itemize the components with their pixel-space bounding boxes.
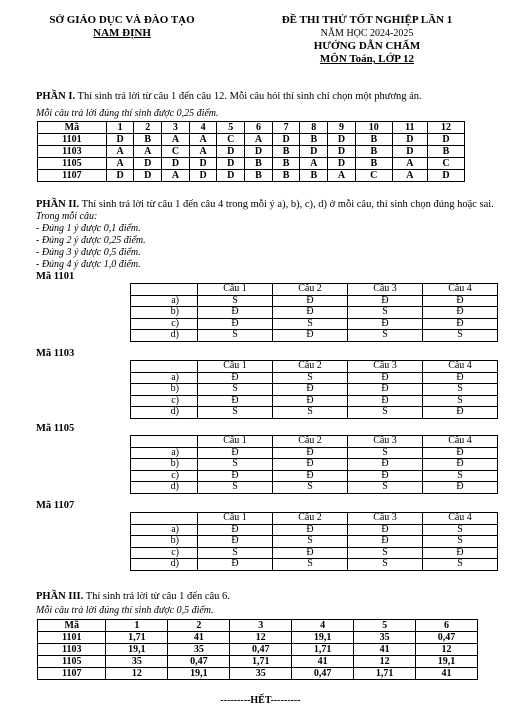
- header-row: [131, 284, 498, 296]
- table-row: [131, 307, 498, 319]
- table-row: [38, 146, 465, 158]
- code-label: Mã 1103: [36, 348, 75, 359]
- answer-cell: D: [328, 158, 356, 170]
- column-header: [131, 436, 198, 448]
- table-row: [131, 330, 498, 342]
- answer-cell: S: [348, 307, 423, 319]
- answer-cell: Đ: [198, 524, 273, 536]
- answer-cell: Đ: [198, 470, 273, 482]
- answer-cell: Đ: [273, 470, 348, 482]
- part3-note: Mỗi câu trả lời đúng thí sinh được 0,5 điểm.: [36, 605, 214, 616]
- answer-cell: B: [300, 134, 328, 146]
- answer-cell: S: [423, 384, 498, 396]
- answer-cell: Đ: [273, 330, 348, 342]
- column-header: Mã: [38, 122, 107, 134]
- column-header: 2: [168, 620, 230, 632]
- answer-cell: 1,71: [354, 668, 416, 680]
- answer-cell: Đ: [423, 372, 498, 384]
- statement-label: d): [131, 559, 198, 571]
- statement-label: c): [131, 547, 198, 559]
- answer-cell: A: [134, 146, 162, 158]
- column-header: 6: [245, 122, 273, 134]
- org-line-1: SỞ GIÁO DỤC VÀ ĐÀO TẠO: [49, 14, 195, 26]
- part1-description: Thí sinh trả lời từ câu 1 đến câu 12. Mỗi câu hỏi thí sinh chỉ chọn một phương án.: [75, 91, 422, 102]
- column-header: [131, 513, 198, 525]
- answer-cell: D: [392, 134, 427, 146]
- answer-cell: A: [162, 170, 190, 182]
- answer-cell: A: [392, 158, 427, 170]
- answer-cell: A: [245, 134, 273, 146]
- code-label: Mã 1105: [36, 423, 75, 434]
- table-row: [131, 407, 498, 419]
- answer-cell: Đ: [198, 372, 273, 384]
- answer-cell: A: [328, 170, 356, 182]
- organization-header: [22, 14, 222, 40]
- answer-cell: S: [198, 295, 273, 307]
- answer-cell: S: [348, 547, 423, 559]
- answer-cell: 35: [106, 656, 168, 668]
- answer-cell: C: [217, 134, 245, 146]
- answer-cell: D: [300, 146, 328, 158]
- exam-code-cell: 1103: [38, 644, 106, 656]
- answer-cell: S: [423, 330, 498, 342]
- answer-cell: B: [272, 170, 300, 182]
- answer-cell: S: [273, 407, 348, 419]
- part2-description: Thí sinh trả lời từ câu 1 đến câu 4 trong mỗi ý a), b), c), d) ở mỗi câu, thí sinh chọn đúng hoặc sai.: [79, 199, 494, 210]
- answer-cell: B: [355, 134, 392, 146]
- part2-table-1101: [130, 283, 498, 342]
- statement-label: c): [131, 395, 198, 407]
- answer-cell: D: [106, 134, 134, 146]
- code-label: Mã 1101: [36, 271, 75, 282]
- answer-cell: 35: [354, 632, 416, 644]
- part2-label: PHẦN II.: [36, 199, 80, 210]
- answer-cell: A: [392, 170, 427, 182]
- org-line-2: NAM ĐỊNH: [93, 27, 151, 39]
- answer-cell: D: [427, 134, 464, 146]
- table-row: [131, 447, 498, 459]
- column-header: 12: [427, 122, 464, 134]
- exam-code-cell: 1105: [38, 158, 107, 170]
- answer-cell: S: [198, 407, 273, 419]
- answer-cell: Đ: [273, 395, 348, 407]
- exam-code-cell: 1107: [38, 668, 106, 680]
- part1-answer-table: [37, 121, 465, 182]
- table-row: [38, 668, 478, 680]
- column-header: Mã: [38, 620, 106, 632]
- answer-cell: D: [427, 170, 464, 182]
- column-header: 2: [134, 122, 162, 134]
- answer-cell: Đ: [348, 384, 423, 396]
- statement-label: a): [131, 372, 198, 384]
- answer-cell: S: [348, 330, 423, 342]
- answer-cell: Đ: [198, 395, 273, 407]
- column-header: 10: [355, 122, 392, 134]
- column-header: Câu 1: [198, 361, 273, 373]
- column-header: Câu 4: [423, 361, 498, 373]
- table-row: [131, 536, 498, 548]
- rule-line: - Đúng 3 ý được 0,5 điểm.: [36, 247, 141, 258]
- column-header: Câu 3: [348, 361, 423, 373]
- answer-cell: 19,1: [168, 668, 230, 680]
- answer-cell: D: [162, 158, 190, 170]
- answer-cell: D: [217, 158, 245, 170]
- part1-label: PHẦN I.: [36, 91, 76, 102]
- statement-label: a): [131, 295, 198, 307]
- answer-cell: 12: [106, 668, 168, 680]
- statement-label: c): [131, 470, 198, 482]
- part2-table-1103: [130, 360, 498, 419]
- table-row: [131, 318, 498, 330]
- column-header: Câu 4: [423, 284, 498, 296]
- part2-table-1105: [130, 435, 498, 494]
- answer-cell: 19,1: [416, 656, 478, 668]
- answer-cell: 19,1: [106, 644, 168, 656]
- answer-cell: S: [273, 559, 348, 571]
- answer-cell: S: [348, 559, 423, 571]
- answer-cell: D: [189, 170, 217, 182]
- rule-line: - Đúng 1 ý được 0,1 điểm.: [36, 223, 141, 234]
- answer-cell: Đ: [348, 459, 423, 471]
- answer-cell: Đ: [273, 295, 348, 307]
- answer-cell: S: [273, 372, 348, 384]
- answer-cell: 35: [168, 644, 230, 656]
- answer-cell: 1,71: [292, 644, 354, 656]
- answer-cell: Đ: [423, 547, 498, 559]
- answer-cell: B: [134, 134, 162, 146]
- exam-title: ĐỀ THI THỬ TỐT NGHIỆP LẦN 1: [281, 14, 453, 26]
- column-header: 8: [300, 122, 328, 134]
- answer-cell: Đ: [198, 447, 273, 459]
- part3-answer-table: [37, 619, 478, 680]
- column-header: Câu 1: [198, 284, 273, 296]
- answer-cell: D: [392, 146, 427, 158]
- answer-cell: D: [134, 170, 162, 182]
- end-marker: ---------HẾT---------: [220, 695, 301, 706]
- column-header: Câu 2: [273, 436, 348, 448]
- header-row: [131, 361, 498, 373]
- answer-cell: Đ: [348, 372, 423, 384]
- rule-line: - Đúng 4 ý được 1,0 điểm.: [36, 259, 141, 270]
- statement-label: a): [131, 524, 198, 536]
- school-year: NĂM HỌC 2024-2025: [320, 28, 414, 39]
- answer-cell: Đ: [423, 459, 498, 471]
- column-header: 7: [272, 122, 300, 134]
- column-header: Câu 4: [423, 436, 498, 448]
- table-row: [131, 395, 498, 407]
- answer-cell: S: [198, 459, 273, 471]
- column-header: [131, 284, 198, 296]
- table-row: [131, 372, 498, 384]
- column-header: 4: [292, 620, 354, 632]
- answer-cell: A: [106, 146, 134, 158]
- answer-cell: B: [355, 158, 392, 170]
- answer-cell: D: [134, 158, 162, 170]
- table-row: [38, 632, 478, 644]
- answer-cell: Đ: [348, 536, 423, 548]
- column-header: 3: [162, 122, 190, 134]
- answer-cell: Đ: [348, 295, 423, 307]
- exam-code-cell: 1107: [38, 170, 107, 182]
- exam-code-cell: 1105: [38, 656, 106, 668]
- table-row: [38, 656, 478, 668]
- answer-cell: S: [423, 395, 498, 407]
- answer-cell: S: [348, 447, 423, 459]
- column-header: 3: [230, 620, 292, 632]
- answer-cell: Đ: [423, 295, 498, 307]
- table-row: [38, 158, 465, 170]
- rule-line: Trong mỗi câu:: [36, 211, 98, 222]
- column-header: 4: [189, 122, 217, 134]
- answer-cell: D: [106, 170, 134, 182]
- part2-table-1107: [130, 512, 498, 571]
- answer-cell: Đ: [198, 318, 273, 330]
- answer-cell: S: [348, 482, 423, 494]
- answer-cell: S: [273, 536, 348, 548]
- statement-label: d): [131, 407, 198, 419]
- table-row: [131, 384, 498, 396]
- answer-cell: Đ: [423, 307, 498, 319]
- answer-cell: S: [198, 384, 273, 396]
- column-header: 9: [328, 122, 356, 134]
- part3-heading: [36, 591, 506, 603]
- header-row: [131, 436, 498, 448]
- exam-code-cell: 1101: [38, 632, 106, 644]
- column-header: 5: [354, 620, 416, 632]
- answer-cell: 41: [292, 656, 354, 668]
- answer-cell: 12: [230, 632, 292, 644]
- exam-code-cell: 1101: [38, 134, 107, 146]
- answer-cell: B: [272, 146, 300, 158]
- answer-cell: B: [355, 146, 392, 158]
- answer-cell: D: [328, 134, 356, 146]
- part1-note: Mỗi câu trả lời đúng thí sinh được 0,25 điểm.: [36, 108, 219, 119]
- answer-cell: 19,1: [292, 632, 354, 644]
- answer-cell: C: [427, 158, 464, 170]
- column-header: Câu 2: [273, 361, 348, 373]
- answer-cell: Đ: [273, 524, 348, 536]
- table-row: [131, 559, 498, 571]
- answer-cell: D: [217, 170, 245, 182]
- answer-cell: A: [189, 146, 217, 158]
- answer-cell: 0,47: [230, 644, 292, 656]
- column-header: Câu 2: [273, 513, 348, 525]
- answer-cell: D: [328, 146, 356, 158]
- column-header: 5: [217, 122, 245, 134]
- answer-cell: S: [423, 559, 498, 571]
- answer-cell: A: [106, 158, 134, 170]
- answer-cell: Đ: [198, 307, 273, 319]
- table-row: [131, 482, 498, 494]
- answer-cell: S: [423, 536, 498, 548]
- header-row: [131, 513, 498, 525]
- answer-cell: Đ: [273, 459, 348, 471]
- header-row: [38, 122, 465, 134]
- part3-description: Thí sinh trả lời từ câu 1 đến câu 6.: [83, 591, 230, 602]
- column-header: Câu 3: [348, 436, 423, 448]
- rule-line: - Đúng 2 ý được 0,25 điểm.: [36, 235, 146, 246]
- table-row: [131, 470, 498, 482]
- column-header: 6: [416, 620, 478, 632]
- column-header: 11: [392, 122, 427, 134]
- answer-cell: 41: [168, 632, 230, 644]
- column-header: Câu 2: [273, 284, 348, 296]
- table-row: [131, 547, 498, 559]
- answer-cell: C: [162, 146, 190, 158]
- exam-header: [232, 14, 502, 66]
- answer-cell: C: [355, 170, 392, 182]
- table-row: [131, 295, 498, 307]
- column-header: [131, 361, 198, 373]
- answer-cell: B: [300, 170, 328, 182]
- column-header: Câu 3: [348, 513, 423, 525]
- table-row: [38, 170, 465, 182]
- answer-cell: 41: [354, 644, 416, 656]
- answer-cell: Đ: [198, 536, 273, 548]
- answer-cell: 12: [354, 656, 416, 668]
- answer-cell: D: [245, 146, 273, 158]
- answer-cell: S: [423, 470, 498, 482]
- column-header: Câu 1: [198, 436, 273, 448]
- answer-cell: S: [198, 482, 273, 494]
- statement-label: c): [131, 318, 198, 330]
- answer-cell: 35: [230, 668, 292, 680]
- answer-cell: Đ: [273, 384, 348, 396]
- answer-cell: A: [162, 134, 190, 146]
- answer-cell: 41: [416, 668, 478, 680]
- column-header: Câu 4: [423, 513, 498, 525]
- answer-cell: B: [272, 158, 300, 170]
- part1-heading: [36, 91, 506, 103]
- answer-cell: Đ: [348, 524, 423, 536]
- answer-cell: Đ: [423, 407, 498, 419]
- answer-cell: Đ: [348, 470, 423, 482]
- answer-cell: D: [272, 134, 300, 146]
- statement-label: a): [131, 447, 198, 459]
- answer-cell: Đ: [423, 318, 498, 330]
- table-row: [131, 524, 498, 536]
- answer-cell: B: [427, 146, 464, 158]
- answer-cell: Đ: [273, 447, 348, 459]
- answer-cell: D: [189, 158, 217, 170]
- statement-label: b): [131, 384, 198, 396]
- answer-cell: A: [189, 134, 217, 146]
- table-row: [38, 644, 478, 656]
- statement-label: b): [131, 307, 198, 319]
- answer-cell: S: [198, 330, 273, 342]
- answer-cell: 0,47: [292, 668, 354, 680]
- table-row: [131, 459, 498, 471]
- statement-label: b): [131, 536, 198, 548]
- answer-cell: 1,71: [106, 632, 168, 644]
- statement-label: d): [131, 330, 198, 342]
- code-label: Mã 1107: [36, 500, 75, 511]
- answer-cell: 0,47: [416, 632, 478, 644]
- part3-label: PHẦN III.: [36, 591, 84, 602]
- answer-cell: S: [273, 318, 348, 330]
- table-row: [38, 134, 465, 146]
- answer-cell: 0,47: [168, 656, 230, 668]
- answer-cell: Đ: [348, 318, 423, 330]
- answer-cell: 1,71: [230, 656, 292, 668]
- answer-cell: B: [245, 158, 273, 170]
- answer-cell: S: [348, 407, 423, 419]
- answer-cell: A: [300, 158, 328, 170]
- exam-code-cell: 1103: [38, 146, 107, 158]
- column-header: 1: [106, 122, 134, 134]
- subject-line: MÔN Toán, LỚP 12: [319, 53, 415, 65]
- column-header: 1: [106, 620, 168, 632]
- answer-cell: 12: [416, 644, 478, 656]
- part2-heading: [36, 199, 516, 211]
- answer-cell: Đ: [273, 307, 348, 319]
- answer-cell: B: [245, 170, 273, 182]
- statement-label: b): [131, 459, 198, 471]
- answer-cell: D: [217, 146, 245, 158]
- answer-cell: Đ: [423, 447, 498, 459]
- answer-cell: Đ: [273, 547, 348, 559]
- column-header: Câu 1: [198, 513, 273, 525]
- answer-cell: S: [198, 547, 273, 559]
- answer-cell: Đ: [348, 395, 423, 407]
- statement-label: d): [131, 482, 198, 494]
- answer-cell: Đ: [198, 559, 273, 571]
- column-header: Câu 3: [348, 284, 423, 296]
- answer-cell: S: [423, 524, 498, 536]
- answer-cell: Đ: [423, 482, 498, 494]
- answer-cell: S: [273, 482, 348, 494]
- header-row: [38, 620, 478, 632]
- part2-rules: [36, 211, 146, 271]
- guide-title: HƯỚNG DẪN CHẤM: [313, 40, 421, 52]
